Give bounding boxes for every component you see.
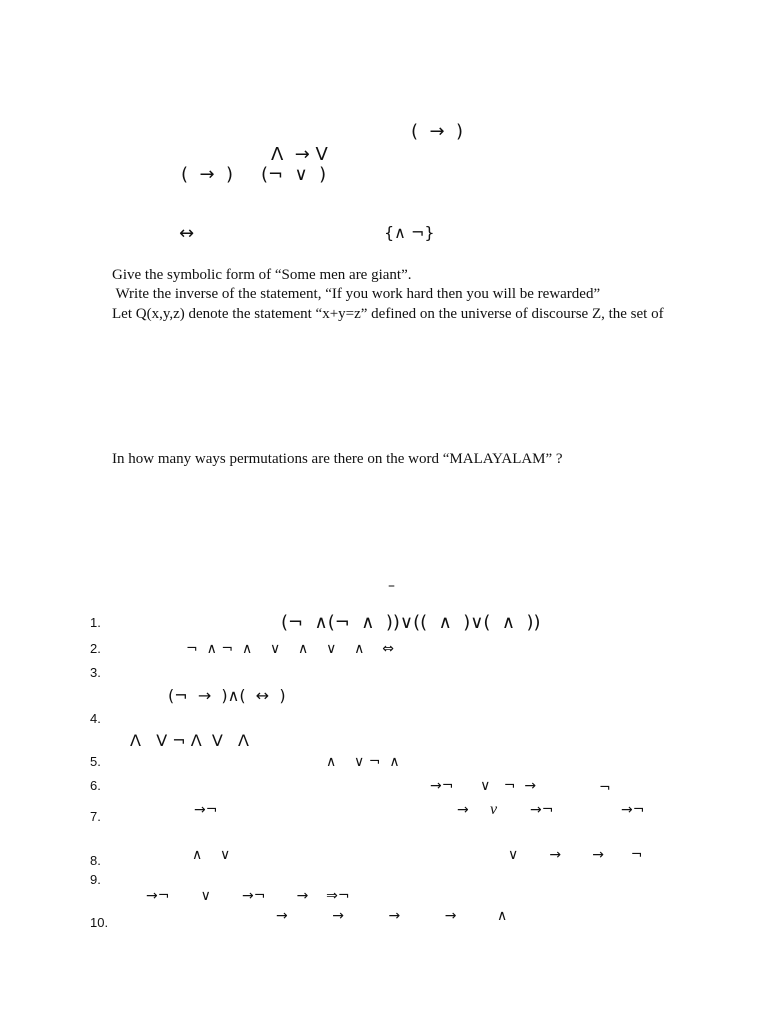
item-number-9: 9. <box>90 872 101 887</box>
item-9-expression: →¬ ∨ →¬ → ⇒¬ <box>146 888 350 904</box>
item-4-expression: Λ V ¬ Λ V Λ <box>130 731 249 750</box>
question-malayalam: In how many ways permutations are there on the word “MALAYALAM” ? <box>112 451 563 467</box>
question-q-xyz: Let Q(x,y,z) denote the statement “x+y=z” defined on the universe of discourse Z, the set of <box>112 306 664 322</box>
item-10-expression-b: ∧ <box>497 908 508 924</box>
item-number-7: 7. <box>90 809 101 824</box>
implication-fragment-left: ( → ) <box>181 164 234 185</box>
item-number-10: 10. <box>90 915 109 930</box>
biconditional-symbol: ↔ <box>179 223 195 244</box>
item-number-1: 1. <box>90 615 101 630</box>
item-7-expression-b: → <box>457 802 469 818</box>
item-6-expression-a: →¬ ∨ ¬ → <box>430 778 537 794</box>
item-8-expression-a: ∧ ∨ <box>192 847 231 863</box>
item-number-6: 6. <box>90 778 101 793</box>
question-some-men-giant: Give the symbolic form of “Some men are giant”. <box>112 267 412 283</box>
item-number-2: 2. <box>90 641 101 656</box>
item-number-3: 3. <box>90 665 101 680</box>
item-6-expression-b: ¬ <box>599 780 611 796</box>
and-implies-or-fragment: Λ → V <box>271 144 328 165</box>
item-7-expression-c: →¬ <box>530 802 554 818</box>
item-7-expression-d: →¬ <box>621 802 645 818</box>
item-3-expression: (¬ → )∧( ↔ ) <box>168 686 286 705</box>
negation-or-fragment: (¬ ∨ ) <box>261 164 327 185</box>
item-7-expression-a: →¬ <box>194 802 218 818</box>
item-10-expression-a: → → → → <box>276 908 457 924</box>
item-number-4: 4. <box>90 711 101 726</box>
item-8-expression-b: ∨ → → ¬ <box>508 847 643 863</box>
item-number-8: 8. <box>90 853 101 868</box>
item-5-expression: ∧ ∨ ¬ ∧ <box>326 754 400 770</box>
item-number-5: 5. <box>90 754 101 769</box>
implication-fragment-top: ( → ) <box>411 121 464 142</box>
question-inverse-statement: Write the inverse of the statement, “If you work hard then you will be rewarded” <box>112 286 601 302</box>
item-1-expression: (¬ ∧(¬ ∧ ))∨(( ∧ )∨( ∧ )) <box>281 612 541 633</box>
dash-mark: – <box>388 578 395 594</box>
item-2-expression: ¬ ∧ ¬ ∧ ∨ ∧ ∨ ∧ ⇔ <box>186 641 394 657</box>
connective-set: {∧ ¬} <box>384 223 435 242</box>
item-7-variable-v: ν <box>490 801 498 818</box>
